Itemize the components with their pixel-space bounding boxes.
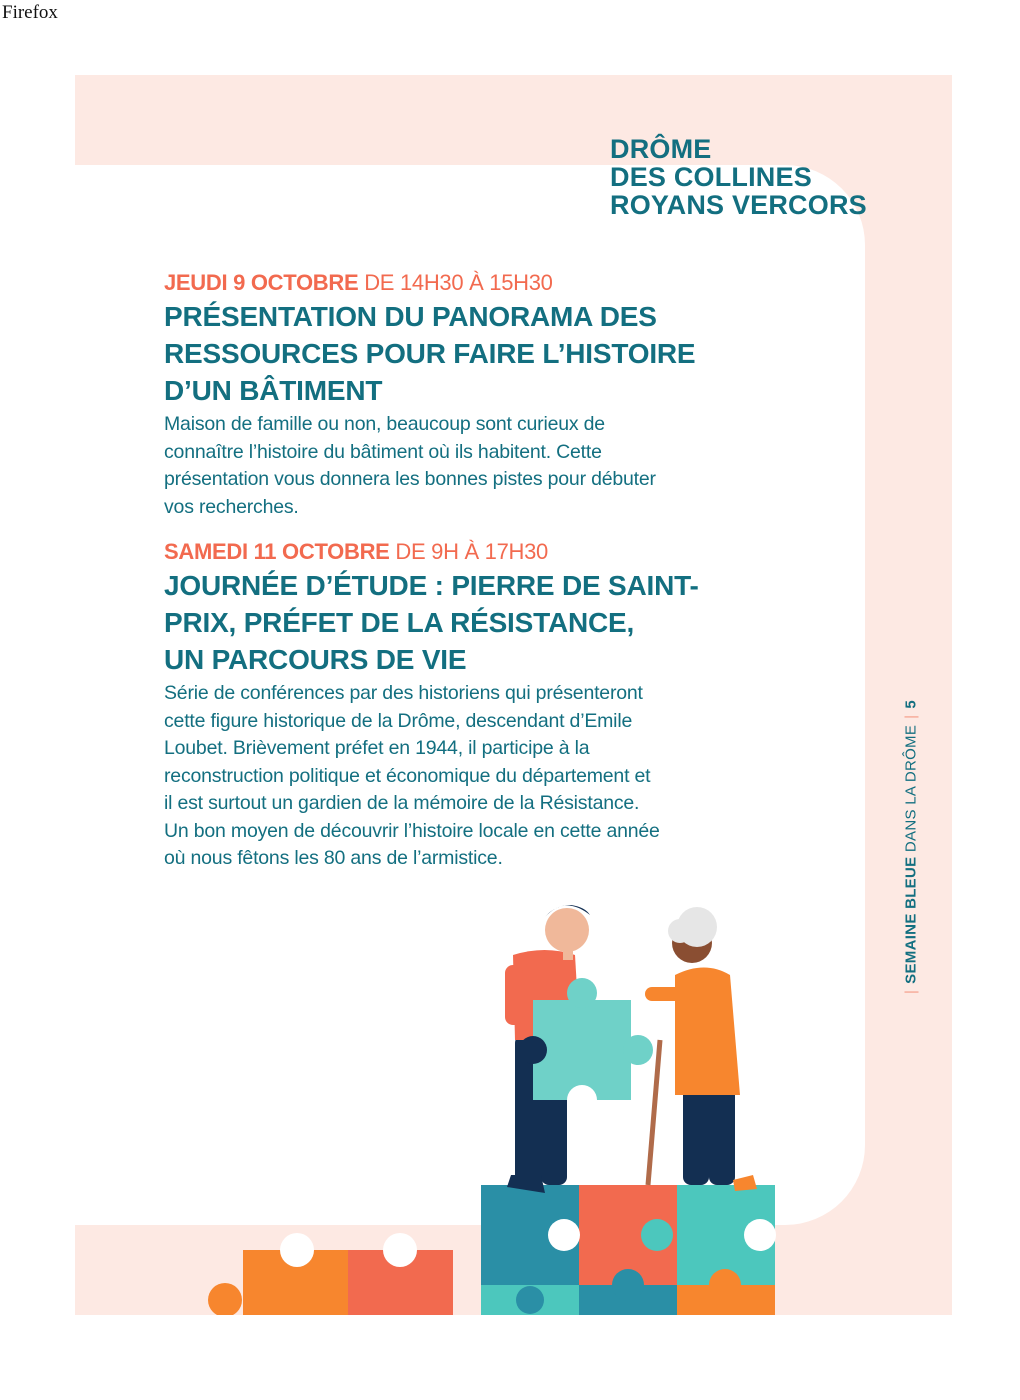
- divider: |: [902, 714, 920, 719]
- event-title-line: D’UN BÂTIMENT: [164, 375, 383, 406]
- side-title-bold: SEMAINE BLEUE: [902, 856, 920, 984]
- brand-line: DES COLLINES: [610, 162, 812, 192]
- event-desc-line: Un bon moyen de découvrir l’histoire locale en cette année: [164, 819, 660, 842]
- event-desc-line: Maison de famille ou non, beaucoup sont curieux de: [164, 413, 605, 435]
- event-desc-line: Série de conférences par des historiens qui présenteront: [164, 682, 643, 704]
- event-title-line: JOURNÉE D’ÉTUDE : PIERRE DE SAINT-: [164, 570, 699, 601]
- event-title-line: PRIX, PRÉFET DE LA RÉSISTANCE,: [164, 607, 635, 638]
- puzzle-pedestal: [481, 1185, 776, 1315]
- event-time: DE 14H30 À 15H30: [364, 270, 553, 295]
- event-desc-line: Loubet. Brièvement préfet en 1944, il participe à la: [164, 737, 590, 759]
- event-desc-line: reconstruction politique et économique du département et: [164, 764, 651, 787]
- event-day: SAMEDI 11 OCTOBRE: [164, 539, 390, 564]
- event-desc-line: où nous fêtons les 80 ans de l’armistice.: [164, 847, 503, 869]
- event-day: JEUDI 9 OCTOBRE: [164, 270, 359, 295]
- puzzle-illustration: [75, 75, 952, 1315]
- puzzle-pieces-left: [208, 1233, 453, 1315]
- event-desc-line: il est surtout un gardien de la mémoire de la Résistance.: [164, 792, 640, 814]
- page-number: 5: [902, 699, 920, 709]
- side-title-rest: DANS LA DRÔME: [902, 724, 920, 853]
- divider: |: [902, 989, 920, 995]
- event-title-line: RESSOURCES POUR FAIRE L’HISTOIRE: [164, 338, 696, 369]
- event-title-line: UN PARCOURS DE VIE: [164, 644, 467, 675]
- app-label: Firefox: [2, 2, 58, 23]
- elderly-woman-figure: [645, 907, 757, 1191]
- brochure-page: [75, 75, 952, 1315]
- brand-line: DRÔME: [610, 134, 712, 164]
- event-title-line: PRÉSENTATION DU PANORAMA DES: [164, 301, 657, 332]
- event-desc-line: connaître l’histoire du bâtiment où ils habitent. Cette: [164, 440, 602, 463]
- event-time: DE 9H À 17H30: [395, 539, 548, 564]
- event-desc-line: présentation vous donnera les bonnes pistes pour débuter: [164, 468, 656, 490]
- event-desc-line: vos recherches.: [164, 495, 299, 518]
- brand-line: ROYANS VERCORS: [610, 190, 867, 220]
- event-desc-line: cette figure historique de la Drôme, descendant d’Emile: [164, 709, 633, 732]
